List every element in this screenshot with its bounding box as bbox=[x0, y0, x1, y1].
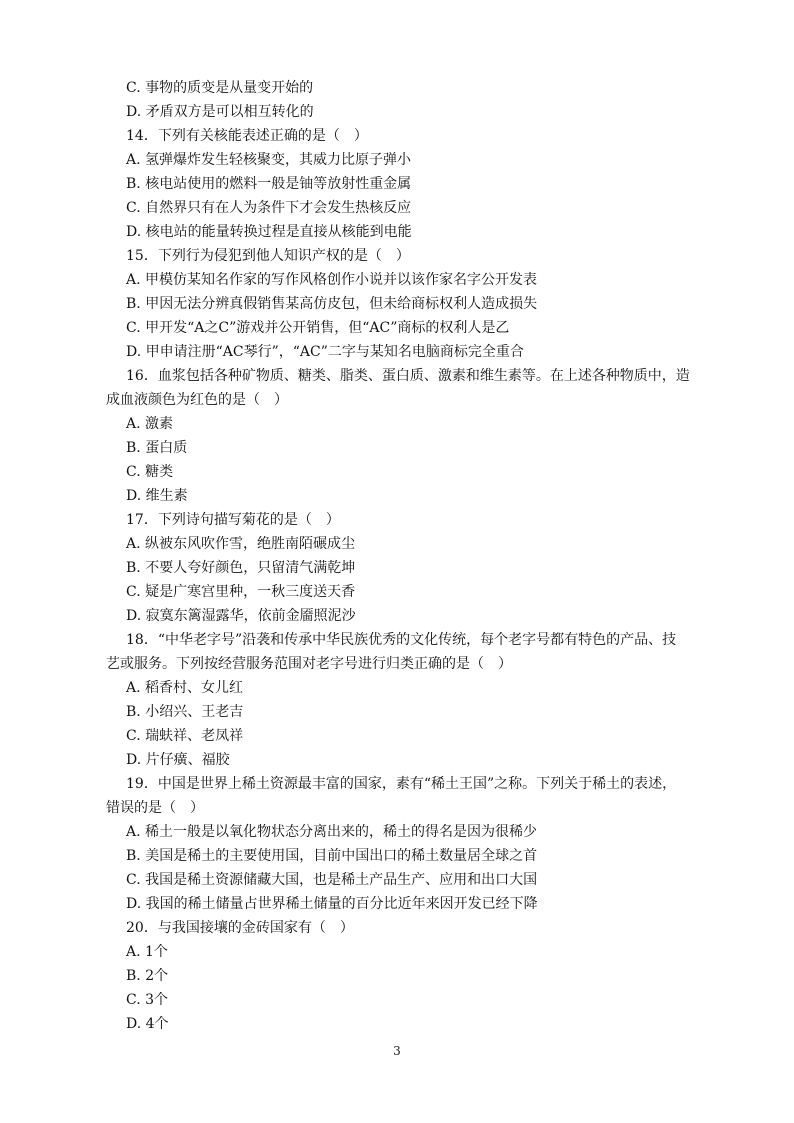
question-16-option-b: B. 蛋白质 bbox=[126, 440, 188, 456]
question-16-stem-line-1: 16．血浆包括各种矿物质、糖类、脂类、蛋白质、激素和维生素等。在上述各种物质中，造 bbox=[126, 368, 690, 384]
question-18-stem-line-1: 18．“中华老字号”沿袭和传承中华民族优秀的文化传统，每个老字号都有特色的产品、技 bbox=[126, 632, 677, 648]
question-19-option-d: D. 我国的稀土储量占世界稀土储量的百分比近年来因开发已经下降 bbox=[126, 896, 538, 912]
question-20-option-c: C. 3个 bbox=[126, 992, 169, 1008]
question-18-stem-line-2: 艺或服务。下列按经营服务范围对老字号进行归类正确的是（ ） bbox=[106, 656, 512, 672]
question-20-option-a: A. 1个 bbox=[126, 944, 168, 960]
question-16-option-d: D. 维生素 bbox=[126, 488, 188, 504]
question-20-option-d: D. 4个 bbox=[126, 1016, 169, 1032]
question-17-option-b: B. 不要人夸好颜色，只留清气满乾坤 bbox=[126, 560, 356, 576]
question-19-option-c: C. 我国是稀土资源储藏大国，也是稀土产品生产、应用和出口大国 bbox=[126, 872, 538, 888]
question-15-stem: 15．下列行为侵犯到他人知识产权的是（ ） bbox=[126, 248, 410, 264]
question-20-option-b: B. 2个 bbox=[126, 968, 169, 984]
question-14-stem: 14．下列有关核能表述正确的是（ ） bbox=[126, 128, 368, 144]
question-18-option-a: A. 稻香村、女儿红 bbox=[126, 680, 244, 696]
question-16-option-a: A. 激素 bbox=[126, 416, 174, 432]
question-15-option-c: C. 甲开发“A之C”游戏并公开销售，但“AC”商标的权利人是乙 bbox=[126, 320, 510, 336]
question-17-option-a: A. 纵被东风吹作雪，绝胜南陌碾成尘 bbox=[126, 536, 356, 552]
question-14-option-d: D. 核电站的能量转换过程是直接从核能到电能 bbox=[126, 224, 412, 240]
option-d: D. 矛盾双方是可以相互转化的 bbox=[126, 104, 314, 120]
question-15-option-b: B. 甲因无法分辨真假销售某高仿皮包，但未给商标权利人造成损失 bbox=[126, 296, 538, 312]
question-19-stem-line-1: 19．中国是世界上稀土资源最丰富的国家，素有“稀土王国”之称。下列关于稀土的表述， bbox=[126, 776, 677, 792]
option-c: C. 事物的质变是从量变开始的 bbox=[126, 80, 314, 96]
question-19-option-a: A. 稀土一般是以氧化物状态分离出来的，稀土的得名是因为很稀少 bbox=[126, 824, 538, 840]
question-17-option-d: D. 寂寞东篱湿露华，依前金靥照泥沙 bbox=[126, 608, 356, 624]
question-18-option-d: D. 片仔癀、福胶 bbox=[126, 752, 230, 768]
question-20-stem: 20．与我国接壤的金砖国家有（ ） bbox=[126, 920, 354, 936]
question-19-stem-line-2: 错误的是（ ） bbox=[106, 800, 204, 816]
question-17-option-c: C. 疑是广寒宫里种，一秋三度送天香 bbox=[126, 584, 356, 600]
page-number: 3 bbox=[393, 1044, 401, 1058]
question-18-option-b: B. 小绍兴、王老吉 bbox=[126, 704, 244, 720]
question-15-option-d: D. 甲申请注册“AC琴行”，“AC”二字与某知名电脑商标完全重合 bbox=[126, 344, 524, 360]
question-14-option-b: B. 核电站使用的燃料一般是铀等放射性重金属 bbox=[126, 176, 412, 192]
question-16-option-c: C. 糖类 bbox=[126, 464, 174, 480]
question-14-option-c: C. 自然界只有在人为条件下才会发生热核反应 bbox=[126, 200, 412, 216]
question-17-stem: 17．下列诗句描写菊花的是（ ） bbox=[126, 512, 340, 528]
question-14-option-a: A. 氢弹爆炸发生轻核聚变，其威力比原子弹小 bbox=[126, 152, 412, 168]
question-16-stem-line-2: 成血液颜色为红色的是（ ） bbox=[106, 392, 288, 408]
question-19-option-b: B. 美国是稀土的主要使用国，目前中国出口的稀土数量居全球之首 bbox=[126, 848, 538, 864]
question-18-option-c: C. 瑞蚨祥、老凤祥 bbox=[126, 728, 244, 744]
question-15-option-a: A. 甲模仿某知名作家的写作风格创作小说并以该作家名字公开发表 bbox=[126, 272, 538, 288]
